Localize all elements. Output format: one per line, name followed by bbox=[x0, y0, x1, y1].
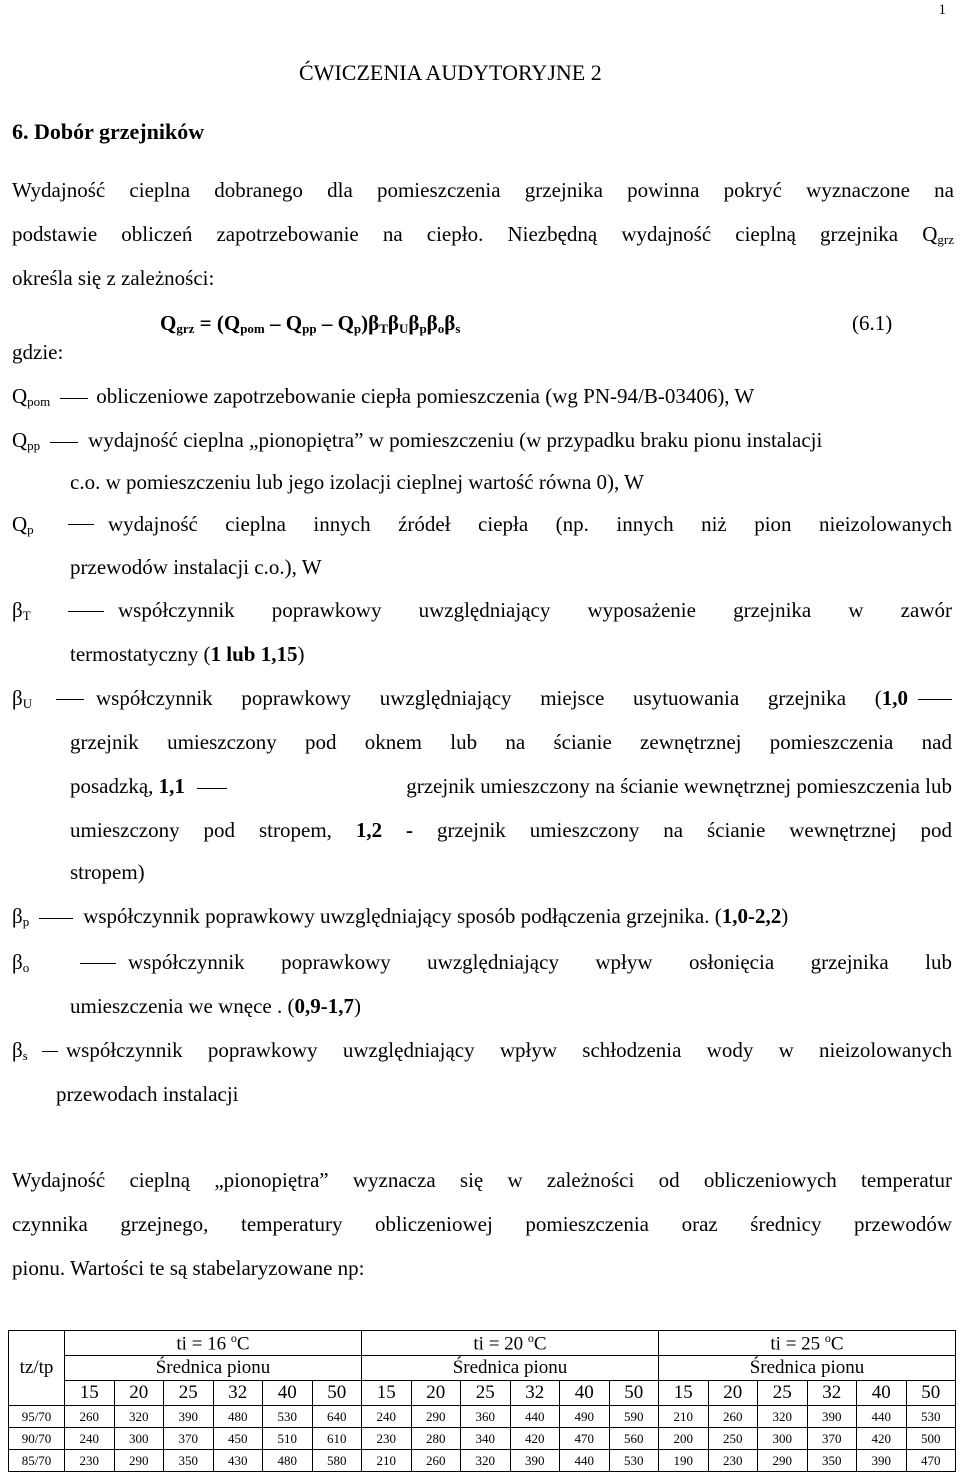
table-diameter-cell: 50 bbox=[609, 1381, 659, 1406]
table-diameter-cell: 15 bbox=[659, 1381, 709, 1406]
table-row bbox=[9, 1450, 956, 1472]
def-qp-line-1: wydajność cieplna innych źródeł ciepła (np. innych niż pion nieizolowanych bbox=[108, 512, 952, 536]
table-header-row bbox=[9, 1381, 956, 1406]
def-bu-line-2: grzejnik umieszczony pod oknem lub na ścianie zewnętrznej pomieszczenia nad bbox=[70, 730, 952, 754]
table-diameter-cell: 50 bbox=[312, 1381, 362, 1406]
def-bs-symbol: $\beta_s$ bbox=[12, 1038, 28, 1063]
table-cell: 250 bbox=[708, 1428, 758, 1450]
def-bu-dash bbox=[56, 699, 84, 700]
table-cell: 500 bbox=[906, 1428, 956, 1450]
table-cell: 210 bbox=[362, 1450, 412, 1472]
table-cell: 350 bbox=[164, 1450, 214, 1472]
para2-line-2: czynnika grzejnego, temperatury obliczeniowej pomieszczenia oraz średnicy przewodów bbox=[12, 1212, 952, 1236]
table-diameter-cell: 20 bbox=[411, 1381, 461, 1406]
riser-output-table bbox=[8, 1330, 956, 1472]
table-cell: 560 bbox=[609, 1428, 659, 1450]
table-cell: 440 bbox=[857, 1406, 907, 1428]
def-bo-line-1: współczynnik poprawkowy uwzględniający wpływ osłonięcia grzejnika lub bbox=[128, 950, 952, 974]
table-cell: 240 bbox=[362, 1406, 412, 1428]
table-cell: 450 bbox=[213, 1428, 263, 1450]
gdzie-label: gdzie: bbox=[12, 340, 64, 364]
def-qpp-line-2: c.o. w pomieszczeniu lub jego izolacji cieplnej wartość równa 0), W bbox=[70, 470, 644, 494]
table-cell: 320 bbox=[461, 1450, 511, 1472]
table-diameter-cell: 20 bbox=[114, 1381, 164, 1406]
table-cell: 230 bbox=[708, 1450, 758, 1472]
def-bt-line-1: współczynnik poprawkowy uwzględniający wyposażenie grzejnika w zawór bbox=[118, 598, 952, 622]
formula-6-1: $Q_{grz} = (Q_{pom} - Q_{pp} - Q_p)\beta_T\beta_U\beta_p\beta_o\beta_s$ bbox=[160, 311, 461, 336]
table-cell: 260 bbox=[65, 1406, 115, 1428]
table-subheader: Średnica pionu bbox=[65, 1356, 362, 1381]
table-cell: 440 bbox=[560, 1450, 610, 1472]
def-bu-line-1: współczynnik poprawkowy uwzględniający miejsce usytuowania grzejnika (1,0 bbox=[96, 686, 908, 710]
para2-line-1: Wydajność cieplną „pionopiętra” wyznacza się w zależności od obliczeniowych temperatur bbox=[12, 1168, 952, 1192]
table-diameter-cell: 32 bbox=[807, 1381, 857, 1406]
formula-number: (6.1) bbox=[852, 311, 893, 335]
table-group-header: ti = 25 $^o$C bbox=[659, 1331, 956, 1356]
table-diameter-cell: 25 bbox=[461, 1381, 511, 1406]
def-bu-dash-2 bbox=[918, 699, 952, 700]
table-cell: 390 bbox=[807, 1406, 857, 1428]
def-bu-line-5: stropem) bbox=[70, 860, 145, 884]
page-number: 1 bbox=[938, 2, 946, 18]
table-header-row bbox=[9, 1356, 956, 1381]
table-cell: 430 bbox=[213, 1450, 263, 1472]
table-row bbox=[9, 1428, 956, 1450]
table-diameter-cell: 40 bbox=[857, 1381, 907, 1406]
table-diameter-cell: 20 bbox=[708, 1381, 758, 1406]
table-row bbox=[9, 1406, 956, 1428]
table-diameter-cell: 50 bbox=[906, 1381, 956, 1406]
def-bt-dash bbox=[68, 611, 104, 612]
table-cell: 390 bbox=[510, 1450, 560, 1472]
section-heading: 6. Dobór grzejników bbox=[12, 119, 205, 144]
table-cell: 470 bbox=[560, 1428, 610, 1450]
def-bt-symbol: $\beta_T$ bbox=[12, 598, 31, 623]
table-cell: 290 bbox=[411, 1406, 461, 1428]
def-bp: $\beta_p$ współczynnik poprawkowy uwzględniający sposób podłączenia grzejnika. (1,0-2,2) bbox=[12, 904, 789, 929]
table-diameter-cell: 15 bbox=[65, 1381, 115, 1406]
table-cell: 260 bbox=[708, 1406, 758, 1428]
table-cell: 370 bbox=[164, 1428, 214, 1450]
table-diameter-cell: 25 bbox=[758, 1381, 808, 1406]
def-bu-symbol: $\beta_U$ bbox=[12, 686, 33, 711]
table-cell: 440 bbox=[510, 1406, 560, 1428]
table-header-row bbox=[9, 1331, 956, 1356]
table-diameter-cell: 32 bbox=[213, 1381, 263, 1406]
intro-line-3: określa się z zależności: bbox=[12, 266, 215, 290]
table-subheader: Średnica pionu bbox=[362, 1356, 659, 1381]
table-diameter-cell: 40 bbox=[560, 1381, 610, 1406]
table-cell: 420 bbox=[510, 1428, 560, 1450]
def-bt-line-2: termostatyczny (1 lub 1,15) bbox=[70, 642, 305, 666]
table-corner-cell: tz/tp bbox=[9, 1331, 65, 1406]
table-cell: 530 bbox=[609, 1450, 659, 1472]
table-cell: 210 bbox=[659, 1406, 709, 1428]
table-cell: 190 bbox=[659, 1450, 709, 1472]
table-cell: 390 bbox=[857, 1450, 907, 1472]
def-bs-line-2: przewodach instalacji bbox=[56, 1082, 239, 1106]
def-bu-line-3: posadzką, 1,1 grzejnik umieszczony na ścianie wewnętrznej pomieszczenia lub bbox=[70, 774, 952, 798]
def-bs-dash bbox=[42, 1051, 58, 1052]
table-cell: 300 bbox=[758, 1428, 808, 1450]
def-qpom: $Q_{pom}$ obliczeniowe zapotrzebowanie ciepła pomieszczenia (wg PN-94/B-03406), W bbox=[12, 384, 755, 409]
table-cell: 590 bbox=[609, 1406, 659, 1428]
table-cell: 530 bbox=[906, 1406, 956, 1428]
table-cell: 290 bbox=[758, 1450, 808, 1472]
table-cell: 260 bbox=[411, 1450, 461, 1472]
table-row-label: 90/70 bbox=[9, 1428, 65, 1450]
table-cell: 480 bbox=[213, 1406, 263, 1428]
table-cell: 340 bbox=[461, 1428, 511, 1450]
table-cell: 290 bbox=[114, 1450, 164, 1472]
def-bu-line-4: umieszczony pod stropem, 1,2 - grzejnik umieszczony na ścianie wewnętrznej pod bbox=[70, 818, 952, 842]
def-qp-symbol: $Q_p$ bbox=[12, 512, 34, 537]
def-qp-line-2: przewodów instalacji c.o.), W bbox=[70, 555, 322, 579]
table-row-label: 85/70 bbox=[9, 1450, 65, 1472]
para2-line-3: pionu. Wartości te są stabelaryzowane np: bbox=[12, 1256, 365, 1280]
def-bs-line-1: współczynnik poprawkowy uwzględniający wpływ schłodzenia wody w nieizolowanych bbox=[66, 1038, 952, 1062]
table-cell: 320 bbox=[758, 1406, 808, 1428]
table-cell: 200 bbox=[659, 1428, 709, 1450]
def-qpp-line-1: $Q_{pp}$ wydajność cieplna „pionopiętra” w pomieszczeniu (w przypadku braku pionu instalacji bbox=[12, 428, 823, 453]
table-row-label: 95/70 bbox=[9, 1406, 65, 1428]
table-group-header: ti = 16 $^o$C bbox=[65, 1331, 362, 1356]
table-cell: 390 bbox=[164, 1406, 214, 1428]
intro-line-1: Wydajność cieplna dobranego dla pomieszczenia grzejnika powinna pokryć wyznaczone na bbox=[12, 178, 954, 202]
table-cell: 360 bbox=[461, 1406, 511, 1428]
table-diameter-cell: 32 bbox=[510, 1381, 560, 1406]
table-cell: 580 bbox=[312, 1450, 362, 1472]
table-group-header: ti = 20 $^o$C bbox=[362, 1331, 659, 1356]
table-cell: 320 bbox=[114, 1406, 164, 1428]
table-cell: 240 bbox=[65, 1428, 115, 1450]
table-cell: 640 bbox=[312, 1406, 362, 1428]
table-cell: 490 bbox=[560, 1406, 610, 1428]
table-diameter-cell: 15 bbox=[362, 1381, 412, 1406]
table-cell: 300 bbox=[114, 1428, 164, 1450]
table-diameter-cell: 40 bbox=[263, 1381, 313, 1406]
table-cell: 530 bbox=[263, 1406, 313, 1428]
table-cell: 470 bbox=[906, 1450, 956, 1472]
def-bo-line-2: umieszczenia we wnęce . (0,9-1,7) bbox=[70, 994, 361, 1018]
table-cell: 480 bbox=[263, 1450, 313, 1472]
table-cell: 370 bbox=[807, 1428, 857, 1450]
table-cell: 350 bbox=[807, 1450, 857, 1472]
table-cell: 230 bbox=[362, 1428, 412, 1450]
page-title: ĆWICZENIA AUDYTORYJNE 2 bbox=[299, 60, 602, 85]
table-cell: 420 bbox=[857, 1428, 907, 1450]
intro-line-2: podstawie obliczeń zapotrzebowanie na ciepło. Niezbędną wydajność cieplną grzejnika $Q_{grz}$ bbox=[12, 222, 954, 247]
table-cell: 510 bbox=[263, 1428, 313, 1450]
def-qp-dash bbox=[68, 524, 94, 525]
def-bo-symbol: $\beta_o$ bbox=[12, 950, 30, 975]
def-bo-dash bbox=[80, 963, 116, 964]
table-cell: 230 bbox=[65, 1450, 115, 1472]
table-subheader: Średnica pionu bbox=[659, 1356, 956, 1381]
table-cell: 610 bbox=[312, 1428, 362, 1450]
table-diameter-cell: 25 bbox=[164, 1381, 214, 1406]
table-cell: 280 bbox=[411, 1428, 461, 1450]
